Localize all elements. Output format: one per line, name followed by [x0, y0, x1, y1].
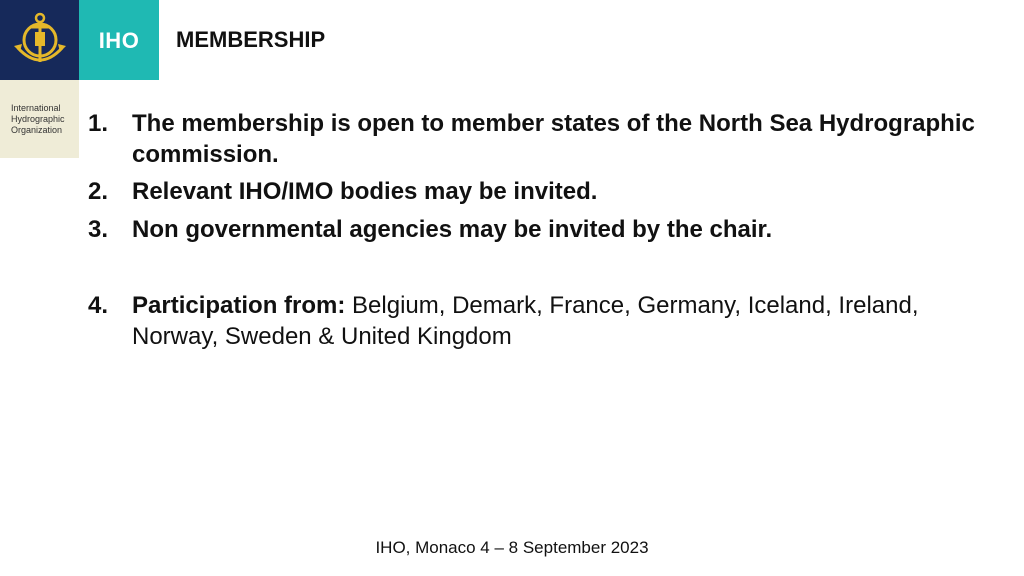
list-item-text: Relevant IHO/IMO bodies may be invited. — [132, 178, 598, 205]
list-item-number: 3. — [88, 216, 109, 243]
list-item-text — [132, 290, 1002, 352]
slide-footer: IHO, Monaco 4 – 8 September 2023 — [375, 538, 649, 557]
list-item-number: 4. — [88, 292, 109, 319]
organization-name-tile — [0, 80, 79, 158]
org-name-line: Organization — [11, 125, 63, 135]
list-item-number: 1. — [88, 110, 109, 137]
iho-logo-tile — [79, 0, 159, 80]
slide-title: MEMBERSHIP — [176, 27, 326, 52]
org-name-line: Hydrographic — [11, 114, 65, 124]
anchor-emblem-icon — [12, 10, 68, 70]
iho-emblem-tile — [0, 0, 79, 80]
list-item-text: Non governmental agencies may be invited by the chair. — [132, 216, 773, 243]
participation-label: Participation from: — [132, 292, 346, 319]
list-item-text: The membership is open to member states of the North Sea Hydrographic commission. — [132, 110, 975, 168]
list-item-number: 2. — [88, 178, 109, 205]
participation-countries: Belgium, Demark, France, Germany, Iceland, Ireland, Norway, Sweden & United Kingdom — [132, 292, 919, 350]
org-name-line: International — [11, 103, 61, 113]
logo-short-name: IHO — [98, 28, 140, 53]
